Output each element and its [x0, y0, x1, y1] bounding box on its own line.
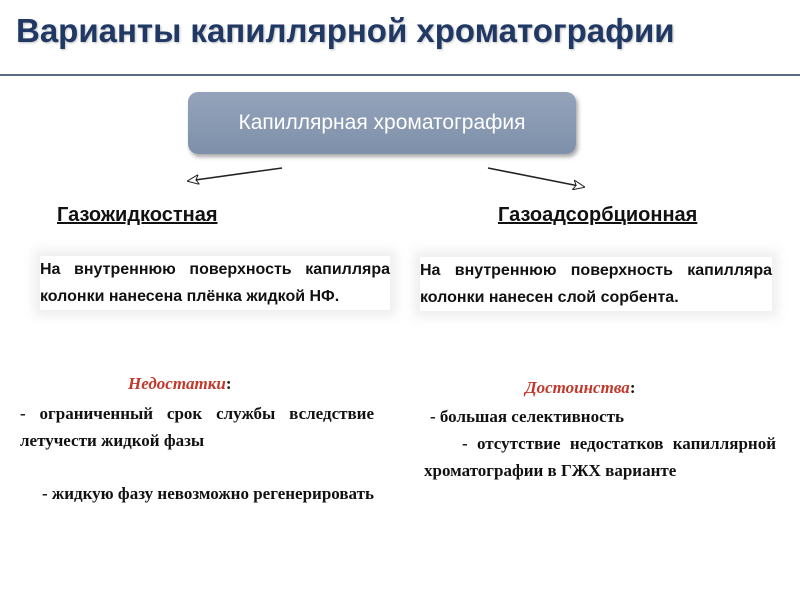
slide-title: Варианты капиллярной хроматографии — [16, 12, 675, 49]
branch-description-gas-adsorption: На внутреннюю поверхность капилляра колонки нанесен слой сорбента. — [420, 257, 772, 311]
disadvantage-item: - ограниченный срок службы вследствие летучести жидкой фазы — [20, 404, 374, 450]
advantage-item: - отсутствие недостатков капиллярной хроматографии в ГЖХ варианте — [424, 434, 776, 480]
advantage-item: - большая селективность — [430, 407, 624, 426]
branch-heading-gas-adsorption: Газоадсорбционная — [498, 204, 698, 226]
arrow-right — [488, 168, 584, 187]
disadvantages-heading: Недостатки: — [128, 374, 232, 393]
arrow-left — [188, 168, 282, 181]
advantages-heading: Достоинства: — [525, 378, 636, 397]
root-node-label: Капиллярная хроматография — [238, 111, 526, 134]
branch-description-gas-liquid: На внутреннюю поверхность капилляра колонки нанесена плёнка жидкой НФ. — [40, 256, 390, 310]
disadvantage-item: - жидкую фазу невозможно регенерировать — [42, 484, 374, 503]
branch-heading-gas-liquid: Газожидкостная — [57, 204, 218, 226]
